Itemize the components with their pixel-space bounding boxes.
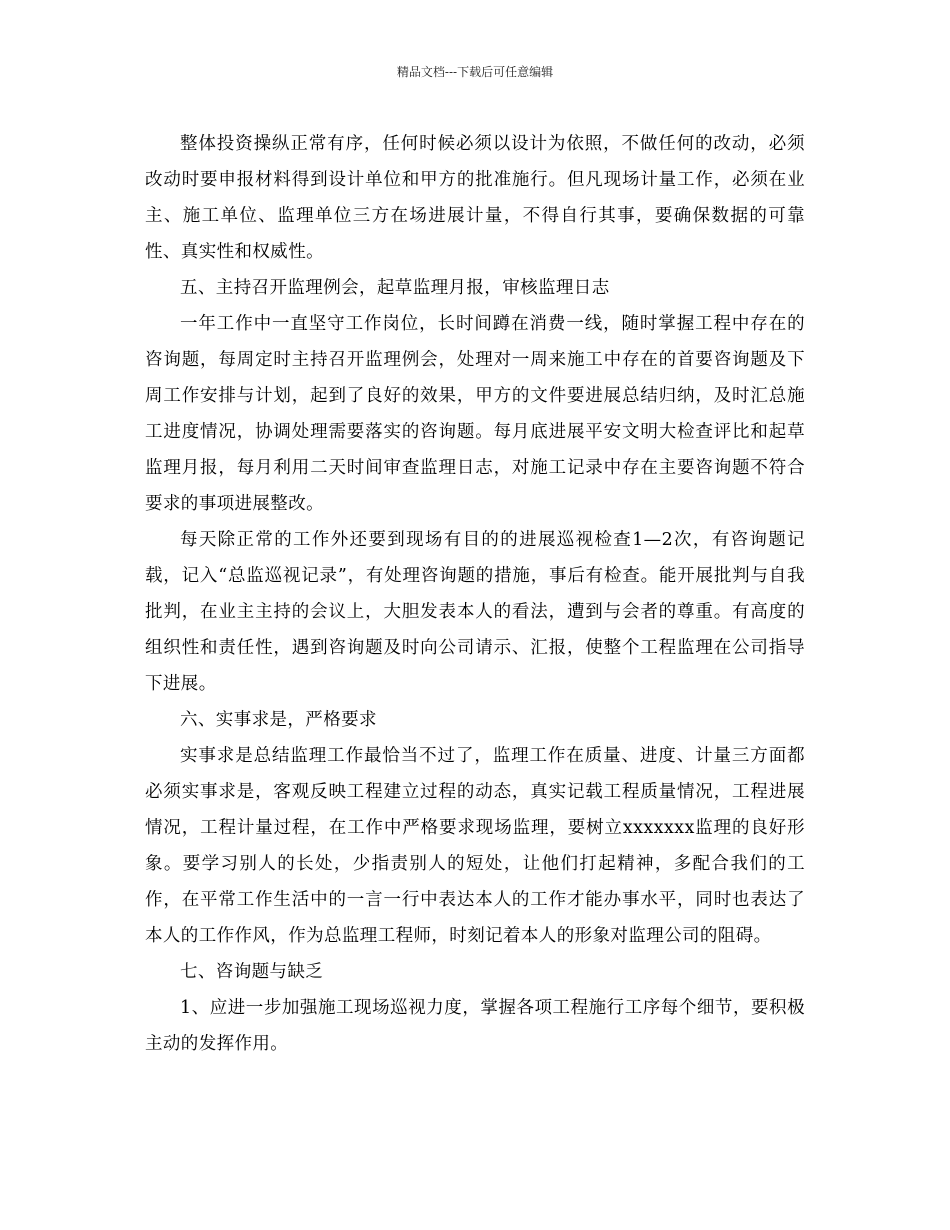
document-body: [145, 126, 805, 1062]
section-heading-7: 七、咨询题与缺乏: [180, 962, 324, 982]
paragraph-issue-1: 1、应进一步加强施工现场巡视力度，掌握各项工程施行工序每个细节，要积极主动的发挥作用。: [145, 998, 805, 1054]
paragraph-investment-control: 整体投资操纵正常有序，任何时候必须以设计为依照，不做任何的改动，必须改动时要申报材料得到设计单位和甲方的批准施行。但凡现场计量工作，必须在业主、施工单位、监理单位三方在场进展计量，不得自行其事，要确保数据的可靠性、真实性和权威性。: [145, 134, 805, 262]
paragraph-meetings: 一年工作中一直坚守工作岗位，长时间蹲在消费一线，随时掌握工程中存在的咨询题，每周定时主持召开监理例会，处理对一周来施工中存在的首要咨询题及下周工作安排与计划，起到了良好的效果，甲方的文件要进展总结归纳，及时汇总施工进度情况，协调处理需要落实的咨询题。每月底进展平安文明大检查评比和起草监理月报，每月利用二天时间审查监理日志，对施工记录中存在主要咨询题不符合要求的事项进展整改。: [145, 314, 805, 514]
section-heading-6: 六、实事求是，严格要求: [180, 710, 377, 730]
paragraph-fact-seeking: 实事求是总结监理工作最恰当不过了，监理工作在质量、进度、计量三方面都必须实事求是，客观反映工程建立过程的动态，真实记载工程质量情况，工程进展情况，工程计量过程，在工作中严格要求现场监理，要树立xxxxxxx监理的良好形象。要学习别人的长处，少指责别人的短处，让他们打起精神，多配合我们的工作，在平常工作生活中的一言一行中表达本人的工作才能办事水平，同时也表达了本人的工作作风，作为总监理工程师，时刻记着本人的形象对监理公司的阻碍。: [145, 746, 805, 946]
page-header: 精品文档---下载后可任意编辑: [396, 65, 554, 79]
section-heading-5: 五、主持召开监理例会，起草监理月报，审核监理日志: [180, 278, 610, 298]
paragraph-daily-inspection: 每天除正常的工作外还要到现场有目的的进展巡视检查1—2次，有咨询题记载，记入“总监巡视记录”，有处理咨询题的措施，事后有检查。能开展批判与自我批判，在业主主持的会议上，大胆发表本人的看法，遭到与会者的尊重。有高度的组织性和责任性，遇到咨询题及时向公司请示、汇报，使整个工程监理在公司指导下进展。: [145, 530, 805, 694]
